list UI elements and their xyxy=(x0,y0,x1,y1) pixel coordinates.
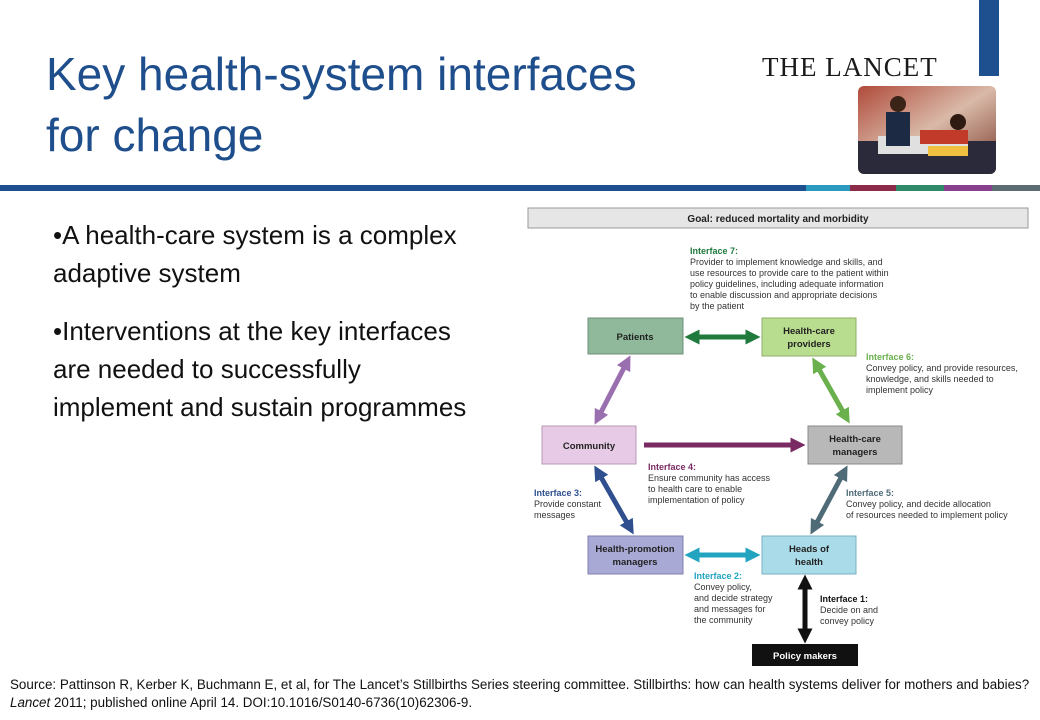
interface-5-arrow xyxy=(814,472,844,528)
source-prefix: Source: Pattinson R, Kerber K, Buchmann E, et al, for The Lancet’s Stillbirths Series steering committee. Stillbirths: how can health systems deliver for mothers and babies? xyxy=(10,677,1030,692)
health-promotion-label: Health-promotion xyxy=(595,544,675,555)
divider-segment-maroon xyxy=(850,185,896,191)
providers-label: Health-care xyxy=(783,326,835,337)
interface-7-line: by the patient xyxy=(690,301,745,311)
interface-6-line: implement policy xyxy=(866,385,934,395)
heads-label: health xyxy=(795,557,823,568)
interface-3-line: messages xyxy=(534,510,576,520)
title-line-1: Key health-system interfaces xyxy=(46,48,637,100)
bullet-item: •Interventions at the key interfaces are needed to successfully implement and sustain programmes xyxy=(53,316,467,422)
divider-segment-purple xyxy=(944,185,992,191)
interface-5-line: of resources needed to implement policy xyxy=(846,510,1008,520)
interface-5-title: Interface 5: xyxy=(846,488,895,498)
managers-node xyxy=(808,426,902,464)
interface-2-line: Convey policy, xyxy=(694,582,752,592)
divider-segment-grey xyxy=(992,185,1040,191)
source-journal: Lancet xyxy=(10,695,51,710)
interface-2-line: the community xyxy=(694,615,753,625)
bullet-list xyxy=(53,216,483,446)
interface-5-text xyxy=(846,488,1008,520)
interface-3-title: Interface 3: xyxy=(534,488,583,498)
managers-label: managers xyxy=(832,447,878,458)
lancet-logo: THE LANCET xyxy=(762,52,938,82)
interface-7-line: policy guidelines, including adequate information xyxy=(690,279,884,289)
interface-3-line: Provide constant xyxy=(534,499,602,509)
interface-7-title: Interface 7: xyxy=(690,246,739,256)
divider-segment-green xyxy=(896,185,944,191)
interface-7-line: use resources to provide care to the patient within xyxy=(690,268,889,278)
health-system-diagram xyxy=(526,204,1032,673)
title-line-2: for change xyxy=(46,109,264,161)
interface-4-line: implementation of policy xyxy=(648,495,745,505)
interface-6-text xyxy=(866,352,1018,395)
interface-7-line: to enable discussion and appropriate decisions xyxy=(690,290,878,300)
managers-label: Health-care xyxy=(829,434,881,445)
source-suffix: 2011; published online April 14. DOI:10.1016/S0140-6736(10)62306-9. xyxy=(50,695,473,710)
patient-care-photo xyxy=(858,86,996,174)
interface-4-title: Interface 4: xyxy=(648,462,697,472)
goal-label: Goal: reduced mortality and morbidity xyxy=(687,214,869,225)
interface-6-line: Convey policy, and provide resources, xyxy=(866,363,1018,373)
heads-label: Heads of xyxy=(788,544,830,555)
interface-6-title: Interface 6: xyxy=(866,352,915,362)
policy-makers-label: Policy makers xyxy=(773,651,837,662)
interface-4-text xyxy=(648,462,771,505)
interface-6-line: knowledge, and skills needed to xyxy=(866,374,994,384)
interface-7-text xyxy=(690,246,889,311)
community-patients-arrow xyxy=(598,362,627,418)
interface-3-text xyxy=(534,488,602,520)
interface-2-text xyxy=(694,571,773,625)
interface-5-line: Convey policy, and decide allocation xyxy=(846,499,991,509)
interface-4-line: to health care to enable xyxy=(648,484,743,494)
interface-7-line: Provider to implement knowledge and skills, and xyxy=(690,257,883,267)
interface-1-title: Interface 1: xyxy=(820,594,869,604)
source-citation xyxy=(10,676,1030,712)
interface-1-line: Decide on and xyxy=(820,605,879,615)
interface-3-arrow xyxy=(598,472,630,528)
divider-segment-teal xyxy=(806,185,850,191)
providers-node xyxy=(762,318,856,356)
interface-2-line: and messages for xyxy=(694,604,766,614)
bullet-item: •A health-care system is a complex adaptive system xyxy=(53,220,457,288)
patients-label: Patients xyxy=(616,332,654,343)
heads-node xyxy=(762,536,856,574)
interface-1-line: convey policy xyxy=(820,616,875,626)
providers-label: providers xyxy=(787,339,831,350)
interface-1-text xyxy=(820,594,878,626)
header-divider xyxy=(0,185,806,191)
interface-6-arrow xyxy=(816,364,846,417)
interface-2-title: Interface 2: xyxy=(694,571,743,581)
interface-4-line: Ensure community has access xyxy=(648,473,771,483)
community-label: Community xyxy=(562,441,616,452)
health-promotion-label: managers xyxy=(612,557,658,568)
corner-accent-bar xyxy=(979,0,999,76)
health-promotion-node xyxy=(588,536,683,574)
slide-title xyxy=(46,44,746,166)
interface-2-line: and decide strategy xyxy=(694,593,773,603)
